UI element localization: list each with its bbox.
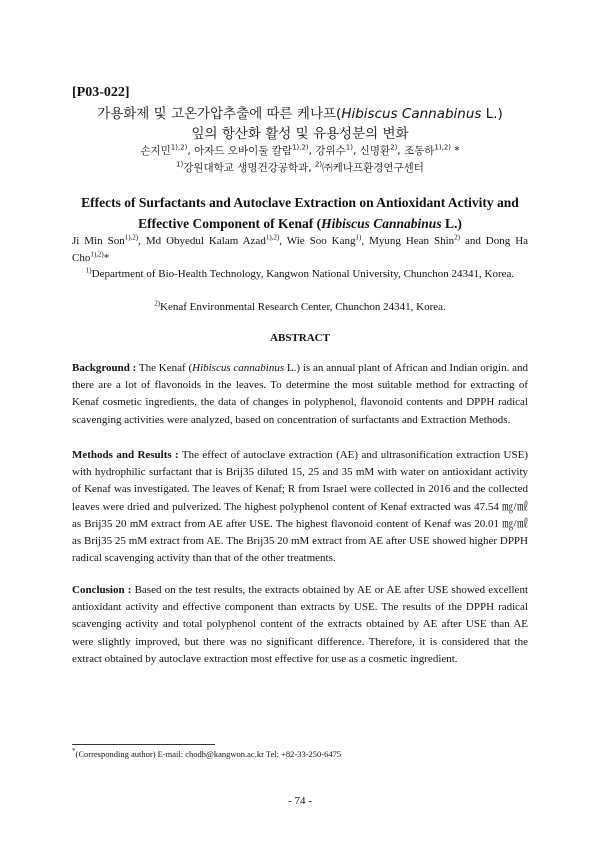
poster-code: [P03-022]	[72, 85, 130, 100]
author: Ji Min Son	[72, 235, 125, 247]
methods-results-paragraph: Methods and Results : The effect of autoclave extraction (AE) and ultrasonification extraction USE) with hydrophilic surfactant that is Brij35 diluted 15, 25 and 35 mM with water on antioxidant activity of Kenaf was investigated. The leaves of Kenaf; R from Israel were collected in 2016 and the collected leaves were dried and pulverized. The highest polyphenol content of Kenaf extracted was 47.54 ㎎/㎖ as Brij35 20 mM extract from AE after USE. The highest flavonoid content of Kenaf was 20.01 ㎎/㎖ as Brij35 25 mM extract from AE. The Brij35 20 mM extract from AE after USE showed higher DPPH radical scavenging activity than that of the other treatments.	[72, 449, 528, 565]
author: 조동하	[403, 145, 435, 157]
conclusion-label: Conclusion :	[72, 584, 132, 596]
affiliation-1: $^{1)}$Department of Bio-Health Technology, Kangwon National University, Chunchon 24341, Korea.	[85, 266, 515, 280]
background-label: Background :	[72, 362, 137, 374]
background-paragraph: Background : The Kenaf (Hibiscus cannabinus L.) is an annual plant of African and Indian origin. and there are a lot of flavonoids in the leaves. To determine the most suitable method for extracting of Kenaf cosmetic ingredients, the data of changes in polyphenol, flavonoid contents and DPPH radical scavenging activities were analyzed, based on concentration of surfactants and Extraction Methods.	[72, 362, 528, 426]
author: Wie Soo Kang	[286, 235, 356, 247]
author: Md Obyedul Kalam Azad	[145, 235, 266, 247]
english-title-line-2: Effective Component of Kenaf (Hibiscus Cannabinus L.)	[138, 216, 462, 231]
author: 강위수	[315, 145, 346, 157]
korean-authors: 손지민$^{1),2)}$, 아자드 오바이둘 칼람$^{1),2)}$, 강위수$^{1)}$, 신명환$^{2)}$, 조동하$^{1),2)}$ *	[140, 143, 460, 157]
english-title-line-1: Effects of Surfactants and Autoclave Extraction on Antioxidant Activity and	[81, 195, 519, 210]
author: 아자드 오바이둘 칼람	[194, 145, 293, 157]
page-number: - 74 -	[288, 795, 312, 807]
footnote: *(Corresponding author) E-mail: chodh@kangwon.ac.kr Tel: +82-33-250-6475	[72, 747, 342, 759]
conclusion-paragraph: Conclusion : Based on the test results, the extracts obtained by AE or AE after USE showed excellent antioxidant activity and effective component than extracts by USE. The results of the DPPH radical scavenging activity and total polyphenol content of the extracts obtained by AE after USE than AE were slightly improved, but there was no significant difference. Therefore, it is considered that the extract obtained by autoclave extraction most effective for use as a cosmetic ingredient.	[72, 584, 528, 665]
author: Dong Ha Cho	[72, 235, 529, 264]
english-authors: Ji Min Son$^{1),2)}$, Md Obyedul Kalam Azad$^{1),2)}$, Wie Soo Kang$^{1)}$, Myung Hean Shin$^{2)}$ and Dong Ha Cho$^{1),2)}$*	[72, 233, 529, 264]
author: 손지민	[140, 145, 171, 157]
abstract-heading: ABSTRACT	[270, 332, 330, 344]
methods-results-label: Methods and Results :	[72, 449, 179, 461]
affiliation-2: $^{2)}$Kenaf Environmental Research Center, Chunchon 24341, Korea.	[154, 299, 446, 313]
korean-title-line-2: 잎의 항산화 활성 및 유용성분의 변화	[191, 126, 409, 142]
korean-affiliations: $^{1)}$강원대학교 생명건강공학과, $^{2)}$㈜케나프환경연구센터	[176, 160, 424, 174]
author: Myung Hean Shin	[369, 235, 455, 247]
author: 신명환	[359, 145, 391, 157]
footnote-divider	[72, 744, 215, 745]
korean-title-line-1: 가용화제 및 고온가압추출에 따른 케나프(Hibiscus Cannabinus L.)	[97, 106, 503, 122]
